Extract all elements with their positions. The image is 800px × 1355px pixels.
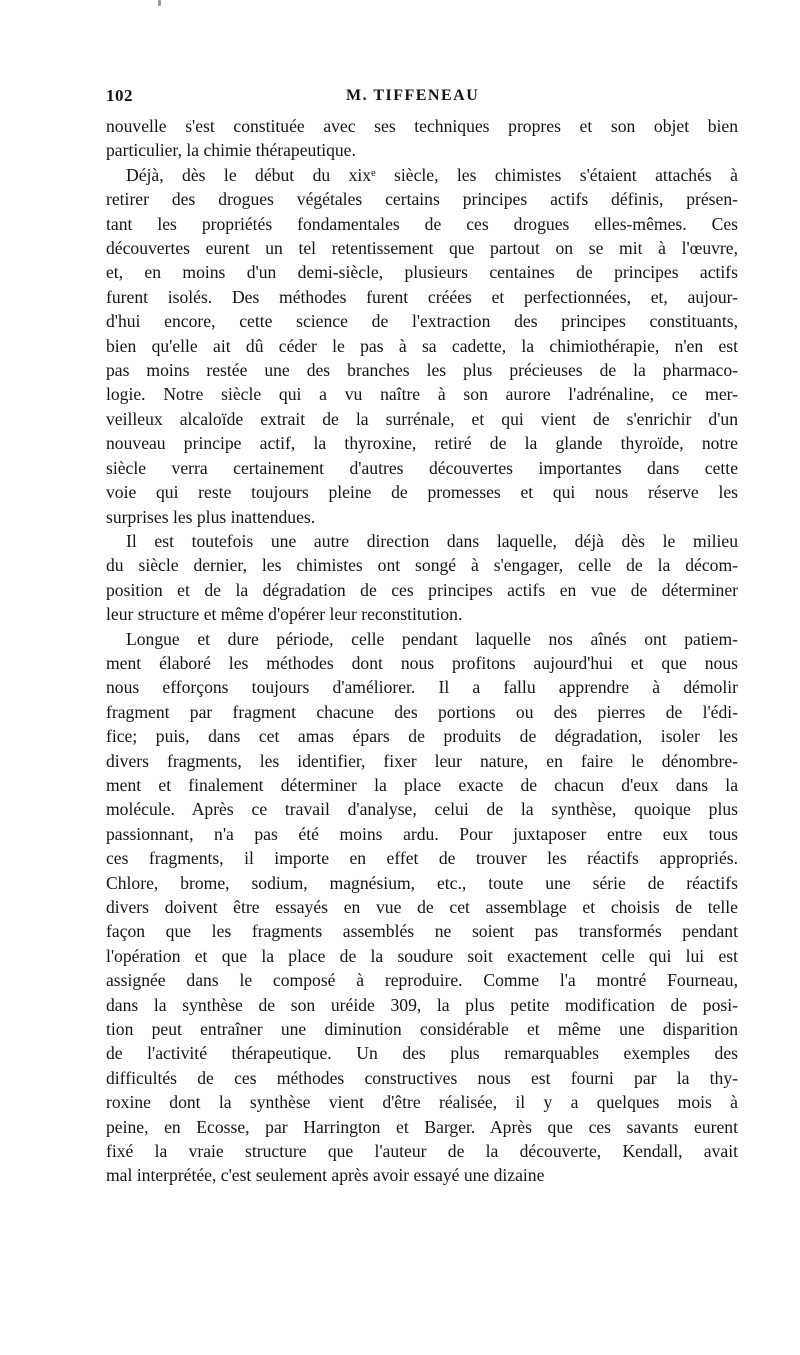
running-head-author: M. TIFFENEAU <box>346 87 480 104</box>
running-head <box>106 86 738 114</box>
text-line: siècle verra certainement d'autres découvertes importantes dans cette <box>106 457 738 478</box>
text-line: Longue et dure période, celle pendant laquelle nos aînés ont patiem- <box>126 628 738 649</box>
text-line: pas moins restée une des branches les plus précieuses de la pharmaco- <box>106 360 738 381</box>
text-line: de l'activité thérapeutique. Un des plus remarquables exemples des <box>106 1043 738 1064</box>
paragraph <box>106 627 738 1188</box>
body-text <box>106 114 738 1188</box>
text-line: façon que les fragments assemblés ne soient pas transformés pendant <box>106 921 738 942</box>
text-line: leur structure et même d'opérer leur reconstitution. <box>106 604 463 625</box>
text-line: Chlore, brome, sodium, magnésium, etc., toute une série de réactifs <box>106 872 738 893</box>
text-line: bien qu'elle ait dû céder le pas à sa cadette, la chimiothérapie, n'en est <box>106 335 738 356</box>
text-line: du siècle dernier, les chimistes ont songé à s'engager, celle de la décom- <box>106 555 738 576</box>
text-line: dans la synthèse de son uréide 309, la plus petite modification de posi- <box>106 994 738 1015</box>
text-line: voie qui reste toujours pleine de promesses et qui nous réserve les <box>106 482 738 503</box>
text-line: roxine dont la synthèse vient d'être réalisée, il y a quelques mois à <box>106 1092 738 1113</box>
text-line: d'hui encore, cette science de l'extraction des principes constituants, <box>106 311 738 332</box>
text-line: retirer des drogues végétales certains principes actifs définis, présen- <box>106 189 738 210</box>
paragraph <box>106 114 738 163</box>
text-line: et, en moins d'un demi-siècle, plusieurs centaines de principes actifs <box>106 262 738 283</box>
text-line: tion peut entraîner une diminution considérable et même une disparition <box>106 1019 738 1040</box>
text-line: ment élaboré les méthodes dont nous profitons aujourd'hui et que nous <box>106 652 738 673</box>
text-line: Il est toutefois une autre direction dans laquelle, déjà dès le milieu <box>126 530 738 551</box>
text-line: nouveau principe actif, la thyroxine, retiré de la glande thyroïde, notre <box>106 433 738 454</box>
text-line: peine, en Ecosse, par Harrington et Barger. Après que ces savants eurent <box>106 1116 738 1137</box>
text-line: particulier, la chimie thérapeutique. <box>106 140 356 161</box>
text-line: nouvelle s'est constituée avec ses techniques propres et son objet bien <box>106 116 738 136</box>
text-line: assignée dans le composé à reproduire. Comme l'a montré Fourneau, <box>106 970 738 991</box>
paragraph <box>106 163 738 529</box>
text-line: furent isolés. Des méthodes furent créées et perfectionnées, et, aujour- <box>106 286 738 307</box>
text-line: ces fragments, il importe en effet de trouver les réactifs appropriés. <box>106 848 738 869</box>
text-line: divers doivent être essayés en vue de cet assemblage et choisis de telle <box>106 897 738 917</box>
text-line: surprises les plus inattendues. <box>106 506 316 527</box>
text-line: mal interprétée, c'est seulement après avoir essayé une dizaine <box>106 1165 545 1186</box>
text-line: veilleux alcaloïde extrait de la surrénale, et qui vient de s'enrichir d'un <box>106 408 738 429</box>
book-page <box>106 86 738 1188</box>
text-line: l'opération et que la place de la soudure soit exactement celle qui lui est <box>106 945 738 966</box>
paragraph <box>106 529 738 627</box>
text-line: fixé la vraie structure que l'auteur de la découverte, Kendall, avait <box>106 1141 738 1162</box>
text-line: Déjà, dès le début du xixᵉ siècle, les chimistes s'étaient attachés à <box>126 164 738 185</box>
text-line: divers fragments, les identifier, fixer leur nature, en faire le dénombre- <box>106 750 738 771</box>
text-line: passionnant, n'a pas été moins ardu. Pour juxtaposer entre eux tous <box>106 823 738 844</box>
text-line: nous efforçons toujours d'améliorer. Il a fallu apprendre à démolir <box>106 677 738 698</box>
text-line: ment et finalement déterminer la place exacte de chacun d'eux dans la <box>106 774 738 795</box>
text-line: fice; puis, dans cet amas épars de produits de dégradation, isoler les <box>106 726 738 747</box>
text-line: tant les propriétés fondamentales de ces drogues elles-mêmes. Ces <box>106 213 738 234</box>
page-mark <box>158 0 161 6</box>
text-line: logie. Notre siècle qui a vu naître à son aurore l'adrénaline, ce mer- <box>106 384 738 405</box>
text-line: position et de la dégradation de ces principes actifs en vue de déterminer <box>106 579 738 600</box>
page-number: 102 <box>106 86 133 105</box>
text-line: découvertes eurent un tel retentissement que partout on se mit à l'œuvre, <box>106 238 738 259</box>
text-line: difficultés de ces méthodes constructives nous est fourni par la thy- <box>106 1067 738 1088</box>
text-line: fragment par fragment chacune des portions ou des pierres de l'édi- <box>106 701 738 722</box>
text-line: molécule. Après ce travail d'analyse, celui de la synthèse, quoique plus <box>106 799 738 820</box>
